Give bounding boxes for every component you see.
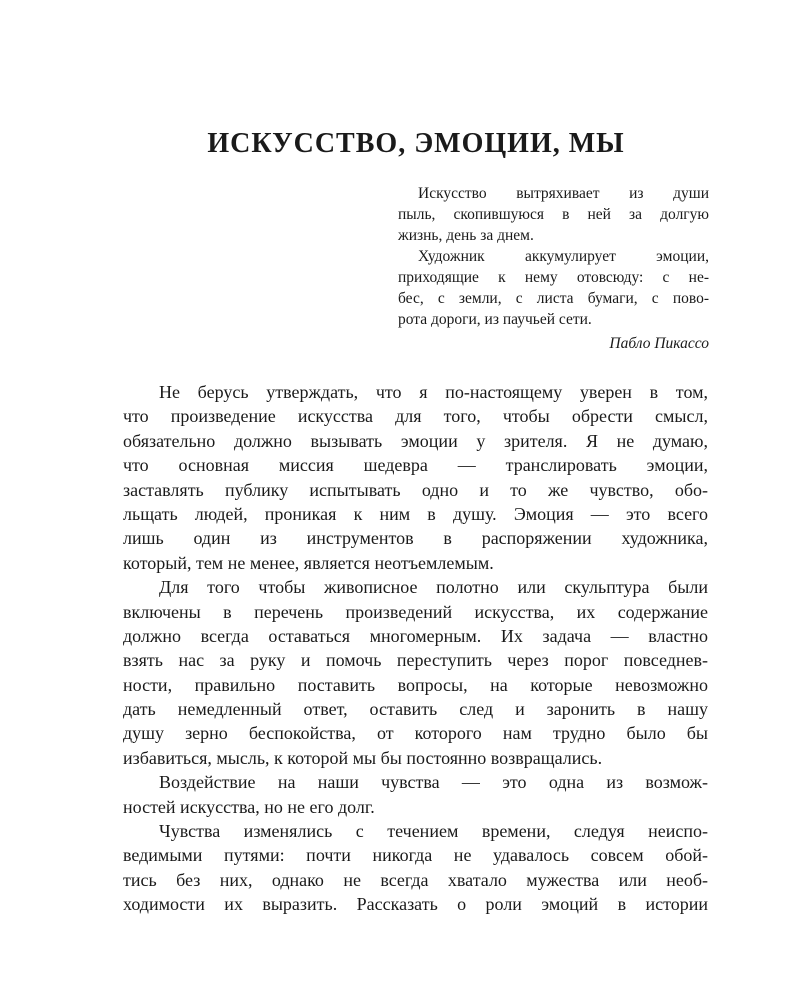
text-line: ностей искусства, но не его долг. <box>123 796 375 817</box>
text-line: взять нас за руку и помочь переступить через порог повседнев- <box>123 650 708 671</box>
text-line: Воздействие на наши чувства — это одна из возмож- <box>159 772 708 793</box>
text-line: ходимости их выразить. Рассказать о роли эмоций в истории <box>123 894 708 915</box>
epigraph-line: пыль, скопившуюся в ней за долгую <box>398 206 709 223</box>
text-line: ности, правильно поставить вопросы, на которые невозможно <box>123 674 708 695</box>
text-line: должно всегда оставаться многомерным. Их задача — властно <box>123 625 708 646</box>
epigraph-author: Пабло Пикассо <box>609 335 709 352</box>
text-line: дать немедленный ответ, оставить след и заронить в нашу <box>123 699 708 720</box>
epigraph-line: бес, с земли, с листа бумаги, с пово- <box>398 290 709 307</box>
epigraph-line: Искусство вытряхивает из души <box>418 185 709 202</box>
text-line: тись без них, однако не всегда хватало мужества или необ- <box>123 869 708 890</box>
body-text <box>123 380 708 917</box>
text-line: что произведение искусства для того, чтобы обрести смысл, <box>123 406 708 427</box>
text-line: лишь один из инструментов в распоряжении художника, <box>123 528 708 549</box>
text-line: льщать людей, проникая к ним в душу. Эмоция — это всего <box>123 503 708 524</box>
epigraph-line: жизнь, день за днем. <box>398 227 534 244</box>
epigraph <box>398 183 709 354</box>
text-line: что основная миссия шедевра — транслировать эмоции, <box>123 455 708 476</box>
text-line: душу зерно беспокойства, от которого нам трудно было бы <box>123 723 708 744</box>
epigraph-line: рота дороги, из паучьей сети. <box>398 311 592 328</box>
text-line: включены в перечень произведений искусства, их содержание <box>123 601 708 622</box>
chapter-title: ИСКУССТВО, ЭМОЦИИ, МЫ <box>207 128 625 159</box>
text-line: Не берусь утверждать, что я по-настоящему уверен в том, <box>159 382 708 402</box>
text-line: Для того чтобы живописное полотно или скульптура были <box>159 577 708 598</box>
text-line: который, тем не менее, является неотъемлемым. <box>123 552 494 573</box>
text-line: избавиться, мысль, к которой мы бы постоянно возвращались. <box>123 747 603 768</box>
text-line: ведимыми путями: почти никогда не удавалось совсем обой- <box>123 845 708 866</box>
text-line: обязательно должно вызывать эмоции у зрителя. Я не думаю, <box>123 430 708 451</box>
text-line: Чувства изменялись с течением времени, следуя неиспо- <box>159 821 708 842</box>
epigraph-line: Художник аккумулирует эмоции, <box>418 248 709 265</box>
text-line: заставлять публику испытывать одно и то же чувство, обо- <box>123 479 708 500</box>
epigraph-line: приходящие к нему отовсюду: с не- <box>398 269 709 286</box>
